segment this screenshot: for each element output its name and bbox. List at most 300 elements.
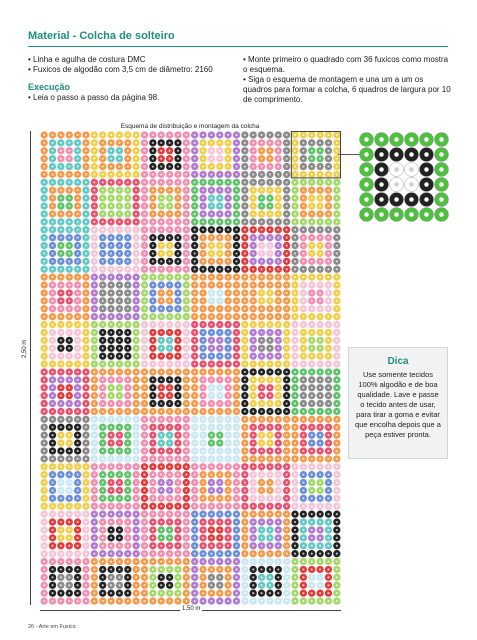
- yoyo-center: [118, 529, 120, 531]
- yoyo-center: [227, 260, 229, 262]
- yoyo-center: [327, 363, 329, 365]
- yoyo-center: [327, 481, 329, 483]
- yoyo-center: [336, 489, 338, 491]
- yoyo-center: [169, 426, 171, 428]
- yoyo-center: [85, 276, 87, 278]
- yoyo-center: [252, 387, 254, 389]
- yoyo-center: [210, 418, 212, 420]
- yoyo-center: [311, 292, 313, 294]
- yoyo-center: [319, 584, 321, 586]
- yoyo-center: [277, 205, 279, 207]
- yoyo-center: [102, 450, 104, 452]
- detail-yoyo-center: [364, 212, 369, 217]
- yoyo-center: [302, 229, 304, 231]
- yoyo-center: [252, 450, 254, 452]
- yoyo-center: [118, 268, 120, 270]
- yoyo-center: [260, 197, 262, 199]
- detail-yoyo-center: [439, 167, 444, 172]
- yoyo-center: [202, 252, 204, 254]
- zoom-connector: [338, 154, 360, 155]
- yoyo-center: [194, 165, 196, 167]
- yoyo-center: [185, 181, 187, 183]
- yoyo-center: [77, 268, 79, 270]
- yoyo-center: [160, 505, 162, 507]
- yoyo-center: [68, 276, 70, 278]
- yoyo-center: [93, 474, 95, 476]
- yoyo-center: [51, 189, 53, 191]
- yoyo-center: [202, 244, 204, 246]
- yoyo-center: [286, 229, 288, 231]
- yoyo-center: [294, 292, 296, 294]
- yoyo-center: [169, 560, 171, 562]
- yoyo-center: [143, 355, 145, 357]
- yoyo-center: [269, 331, 271, 333]
- yoyo-center: [85, 497, 87, 499]
- yoyo-center: [235, 339, 237, 341]
- yoyo-center: [302, 165, 304, 167]
- yoyo-center: [110, 142, 112, 144]
- yoyo-center: [319, 260, 321, 262]
- yoyo-center: [252, 402, 254, 404]
- yoyo-center: [160, 442, 162, 444]
- yoyo-center: [60, 584, 62, 586]
- yoyo-center: [260, 150, 262, 152]
- yoyo-center: [110, 244, 112, 246]
- yoyo-center: [302, 158, 304, 160]
- yoyo-center: [202, 142, 204, 144]
- yoyo-center: [118, 284, 120, 286]
- yoyo-center: [177, 197, 179, 199]
- yoyo-center: [260, 308, 262, 310]
- yoyo-center: [43, 466, 45, 468]
- title-divider: [28, 46, 448, 47]
- yoyo-center: [177, 442, 179, 444]
- yoyo-center: [143, 237, 145, 239]
- yoyo-center: [294, 316, 296, 318]
- yoyo-center: [68, 244, 70, 246]
- material-item: • Fuxicos de algodão com 3,5 cm de diâmetro: 2160: [28, 65, 213, 74]
- yoyo-center: [177, 150, 179, 152]
- yoyo-center: [260, 474, 262, 476]
- yoyo-center: [319, 173, 321, 175]
- yoyo-center: [277, 568, 279, 570]
- yoyo-center: [185, 458, 187, 460]
- yoyo-center: [93, 363, 95, 365]
- yoyo-center: [319, 371, 321, 373]
- yoyo-center: [143, 284, 145, 286]
- yoyo-center: [135, 276, 137, 278]
- yoyo-center: [177, 221, 179, 223]
- yoyo-center: [319, 505, 321, 507]
- yoyo-center: [311, 284, 313, 286]
- yoyo-center: [93, 355, 95, 357]
- yoyo-center: [43, 173, 45, 175]
- yoyo-center: [118, 150, 120, 152]
- yoyo-center: [110, 268, 112, 270]
- yoyo-center: [135, 379, 137, 381]
- yoyo-center: [277, 466, 279, 468]
- yoyo-center: [169, 450, 171, 452]
- yoyo-center: [135, 252, 137, 254]
- yoyo-center: [102, 379, 104, 381]
- yoyo-center: [60, 158, 62, 160]
- yoyo-center: [260, 395, 262, 397]
- yoyo-center: [110, 600, 112, 602]
- yoyo-center: [269, 529, 271, 531]
- quilt-block: [241, 463, 291, 510]
- yoyo-center: [202, 189, 204, 191]
- yoyo-center: [244, 339, 246, 341]
- yoyo-center: [185, 402, 187, 404]
- yoyo-center: [85, 434, 87, 436]
- yoyo-center: [118, 331, 120, 333]
- yoyo-center: [68, 395, 70, 397]
- yoyo-center: [43, 276, 45, 278]
- yoyo-center: [319, 410, 321, 412]
- yoyo-center: [110, 450, 112, 452]
- yoyo-center: [227, 355, 229, 357]
- yoyo-center: [93, 213, 95, 215]
- yoyo-center: [244, 434, 246, 436]
- yoyo-center: [135, 189, 137, 191]
- yoyo-center: [118, 181, 120, 183]
- yoyo-center: [102, 142, 104, 144]
- yoyo-center: [227, 300, 229, 302]
- yoyo-center: [118, 395, 120, 397]
- yoyo-center: [43, 323, 45, 325]
- yoyo-center: [235, 537, 237, 539]
- yoyo-center: [160, 221, 162, 223]
- yoyo-center: [143, 292, 145, 294]
- yoyo-center: [110, 466, 112, 468]
- yoyo-center: [110, 497, 112, 499]
- yoyo-center: [177, 173, 179, 175]
- yoyo-center: [77, 229, 79, 231]
- yoyo-center: [260, 229, 262, 231]
- quilt-block: [40, 178, 90, 225]
- yoyo-center: [319, 165, 321, 167]
- yoyo-center: [43, 371, 45, 373]
- yoyo-center: [177, 426, 179, 428]
- yoyo-center: [68, 379, 70, 381]
- yoyo-center: [160, 323, 162, 325]
- yoyo-center: [51, 229, 53, 231]
- yoyo-center: [110, 418, 112, 420]
- yoyo-center: [169, 213, 171, 215]
- yoyo-center: [43, 150, 45, 152]
- yoyo-center: [169, 481, 171, 483]
- yoyo-center: [286, 165, 288, 167]
- yoyo-center: [143, 260, 145, 262]
- yoyo-center: [319, 331, 321, 333]
- yoyo-center: [77, 560, 79, 562]
- yoyo-center: [51, 379, 53, 381]
- yoyo-center: [102, 276, 104, 278]
- yoyo-center: [277, 181, 279, 183]
- yoyo-center: [60, 402, 62, 404]
- yoyo-center: [336, 189, 338, 191]
- yoyo-center: [202, 395, 204, 397]
- yoyo-center: [302, 466, 304, 468]
- yoyo-center: [169, 158, 171, 160]
- yoyo-center: [127, 553, 129, 555]
- yoyo-center: [294, 379, 296, 381]
- yoyo-center: [135, 442, 137, 444]
- yoyo-center: [219, 134, 221, 136]
- yoyo-center: [93, 521, 95, 523]
- yoyo-center: [294, 529, 296, 531]
- yoyo-center: [60, 260, 62, 262]
- yoyo-center: [68, 252, 70, 254]
- yoyo-center: [160, 260, 162, 262]
- yoyo-center: [102, 481, 104, 483]
- yoyo-center: [93, 410, 95, 412]
- yoyo-center: [51, 150, 53, 152]
- yoyo-center: [102, 489, 104, 491]
- yoyo-center: [177, 316, 179, 318]
- yoyo-center: [152, 316, 154, 318]
- yoyo-center: [60, 513, 62, 515]
- yoyo-center: [219, 308, 221, 310]
- yoyo-center: [185, 284, 187, 286]
- yoyo-center: [294, 560, 296, 562]
- yoyo-center: [286, 189, 288, 191]
- yoyo-center: [68, 197, 70, 199]
- yoyo-center: [302, 537, 304, 539]
- yoyo-center: [327, 450, 329, 452]
- yoyo-center: [93, 513, 95, 515]
- yoyo-center: [252, 489, 254, 491]
- yoyo-center: [118, 292, 120, 294]
- yoyo-center: [160, 497, 162, 499]
- detail-yoyo-center: [409, 152, 414, 157]
- yoyo-center: [110, 553, 112, 555]
- yoyo-center: [177, 418, 179, 420]
- yoyo-center: [202, 529, 204, 531]
- yoyo-center: [210, 387, 212, 389]
- quilt-block: [140, 321, 190, 368]
- yoyo-center: [319, 181, 321, 183]
- yoyo-center: [185, 173, 187, 175]
- yoyo-center: [286, 466, 288, 468]
- yoyo-center: [327, 331, 329, 333]
- yoyo-center: [43, 592, 45, 594]
- yoyo-center: [169, 252, 171, 254]
- yoyo-center: [102, 316, 104, 318]
- yoyo-center: [194, 576, 196, 578]
- yoyo-center: [294, 497, 296, 499]
- yoyo-center: [127, 316, 129, 318]
- yoyo-center: [85, 173, 87, 175]
- yoyo-center: [169, 568, 171, 570]
- yoyo-center: [286, 300, 288, 302]
- yoyo-center: [118, 189, 120, 191]
- yoyo-center: [227, 426, 229, 428]
- yoyo-center: [311, 521, 313, 523]
- yoyo-center: [194, 442, 196, 444]
- yoyo-center: [269, 513, 271, 515]
- yoyo-center: [93, 568, 95, 570]
- yoyo-center: [260, 213, 262, 215]
- yoyo-center: [210, 237, 212, 239]
- yoyo-center: [51, 553, 53, 555]
- yoyo-center: [294, 189, 296, 191]
- yoyo-center: [85, 481, 87, 483]
- yoyo-center: [127, 371, 129, 373]
- yoyo-center: [294, 576, 296, 578]
- yoyo-center: [177, 410, 179, 412]
- yoyo-center: [43, 205, 45, 207]
- yoyo-center: [77, 158, 79, 160]
- yoyo-center: [135, 331, 137, 333]
- yoyo-center: [102, 505, 104, 507]
- yoyo-center: [327, 592, 329, 594]
- yoyo-center: [102, 497, 104, 499]
- yoyo-center: [127, 355, 129, 357]
- yoyo-center: [143, 521, 145, 523]
- yoyo-center: [294, 323, 296, 325]
- yoyo-center: [327, 347, 329, 349]
- yoyo-center: [60, 387, 62, 389]
- dica-title: Dica: [387, 356, 409, 367]
- quilt-block: [291, 131, 341, 178]
- detail-yoyo-center: [379, 137, 384, 142]
- yoyo-center: [185, 426, 187, 428]
- yoyo-center: [177, 268, 179, 270]
- yoyo-center: [327, 537, 329, 539]
- quilt-block: [140, 226, 190, 273]
- yoyo-center: [294, 434, 296, 436]
- yoyo-center: [160, 347, 162, 349]
- yoyo-center: [210, 529, 212, 531]
- yoyo-center: [269, 197, 271, 199]
- yoyo-center: [227, 450, 229, 452]
- yoyo-center: [219, 181, 221, 183]
- quilt-block: [241, 321, 291, 368]
- yoyo-center: [135, 213, 137, 215]
- yoyo-center: [194, 592, 196, 594]
- yoyo-center: [227, 592, 229, 594]
- yoyo-center: [244, 442, 246, 444]
- yoyo-center: [235, 434, 237, 436]
- yoyo-center: [85, 537, 87, 539]
- yoyo-center: [102, 308, 104, 310]
- yoyo-center: [235, 284, 237, 286]
- yoyo-center: [227, 347, 229, 349]
- yoyo-center: [93, 489, 95, 491]
- yoyo-center: [319, 442, 321, 444]
- yoyo-center: [60, 426, 62, 428]
- yoyo-center: [194, 537, 196, 539]
- yoyo-center: [194, 252, 196, 254]
- yoyo-center: [43, 260, 45, 262]
- yoyo-center: [202, 221, 204, 223]
- yoyo-center: [286, 505, 288, 507]
- yoyo-center: [210, 300, 212, 302]
- yoyo-center: [110, 347, 112, 349]
- yoyo-center: [294, 347, 296, 349]
- yoyo-center: [244, 497, 246, 499]
- yoyo-center: [260, 560, 262, 562]
- yoyo-center: [43, 513, 45, 515]
- yoyo-center: [194, 181, 196, 183]
- yoyo-center: [152, 300, 154, 302]
- yoyo-center: [210, 221, 212, 223]
- yoyo-center: [252, 505, 254, 507]
- yoyo-center: [269, 363, 271, 365]
- yoyo-center: [77, 276, 79, 278]
- yoyo-center: [286, 474, 288, 476]
- yoyo-center: [202, 323, 204, 325]
- yoyo-center: [219, 284, 221, 286]
- yoyo-center: [68, 205, 70, 207]
- yoyo-center: [127, 229, 129, 231]
- yoyo-center: [169, 189, 171, 191]
- yoyo-center: [160, 158, 162, 160]
- yoyo-center: [177, 600, 179, 602]
- yoyo-center: [319, 379, 321, 381]
- yoyo-center: [210, 450, 212, 452]
- yoyo-center: [235, 474, 237, 476]
- yoyo-center: [336, 244, 338, 246]
- yoyo-center: [127, 339, 129, 341]
- yoyo-center: [286, 142, 288, 144]
- yoyo-center: [68, 560, 70, 562]
- yoyo-center: [68, 513, 70, 515]
- yoyo-center: [269, 213, 271, 215]
- yoyo-center: [169, 537, 171, 539]
- yoyo-center: [277, 165, 279, 167]
- yoyo-center: [160, 568, 162, 570]
- yoyo-center: [252, 213, 254, 215]
- yoyo-center: [160, 410, 162, 412]
- yoyo-center: [85, 426, 87, 428]
- yoyo-center: [85, 134, 87, 136]
- yoyo-center: [277, 576, 279, 578]
- yoyo-center: [51, 497, 53, 499]
- yoyo-center: [302, 189, 304, 191]
- yoyo-center: [294, 260, 296, 262]
- yoyo-center: [202, 181, 204, 183]
- yoyo-center: [210, 316, 212, 318]
- yoyo-center: [269, 434, 271, 436]
- yoyo-center: [118, 363, 120, 365]
- yoyo-center: [177, 576, 179, 578]
- yoyo-center: [277, 537, 279, 539]
- yoyo-center: [286, 426, 288, 428]
- yoyo-center: [43, 410, 45, 412]
- yoyo-center: [194, 497, 196, 499]
- yoyo-center: [68, 347, 70, 349]
- yoyo-center: [235, 173, 237, 175]
- yoyo-center: [302, 252, 304, 254]
- yoyo-center: [169, 181, 171, 183]
- yoyo-center: [127, 481, 129, 483]
- yoyo-center: [336, 331, 338, 333]
- yoyo-center: [244, 205, 246, 207]
- yoyo-center: [235, 355, 237, 357]
- yoyo-center: [244, 529, 246, 531]
- yoyo-center: [143, 497, 145, 499]
- yoyo-center: [185, 450, 187, 452]
- yoyo-center: [185, 560, 187, 562]
- yoyo-center: [77, 489, 79, 491]
- yoyo-center: [85, 545, 87, 547]
- yoyo-center: [143, 316, 145, 318]
- yoyo-center: [286, 252, 288, 254]
- yoyo-center: [160, 434, 162, 436]
- yoyo-center: [294, 300, 296, 302]
